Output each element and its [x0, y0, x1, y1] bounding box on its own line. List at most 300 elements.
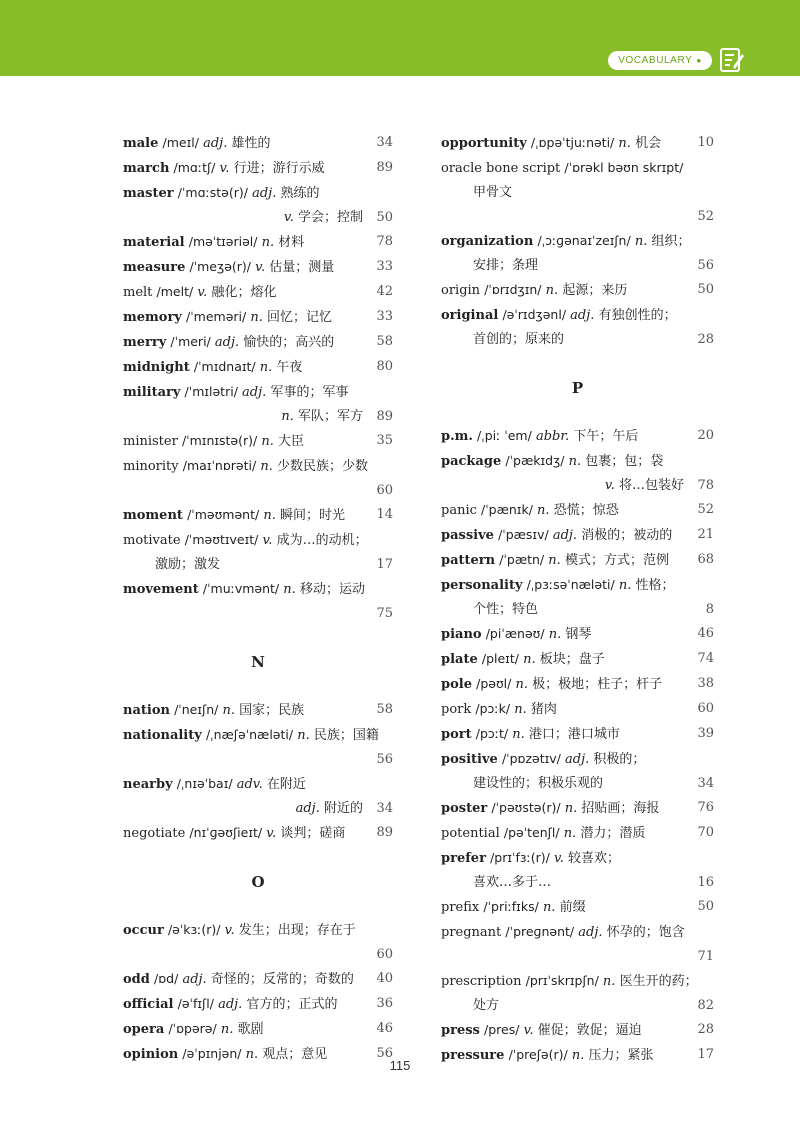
definition: 国家；民族 [239, 703, 305, 718]
vocab-entry [123, 967, 393, 992]
vocab-entry [441, 449, 714, 498]
vocab-entry [123, 723, 393, 772]
phonetic: /meɪl/ [162, 135, 199, 150]
headword: prefer [441, 851, 486, 866]
phonetic: /ˌpɜːsəˈnæləti/ [526, 577, 615, 592]
phonetic: /pɔːt/ [475, 726, 509, 741]
definition: 熟练的 [280, 186, 320, 201]
vocab-entry [123, 330, 393, 355]
entry-line [441, 895, 714, 920]
vocab-entry [441, 548, 714, 573]
entry-line [123, 255, 393, 280]
entry-continuation [441, 598, 714, 622]
definition: 少数民族；少数 [276, 459, 368, 474]
part-of-speech: n. [222, 703, 235, 718]
phonetic: /ˈmɪnɪstə(r)/ [181, 433, 258, 448]
definition: 消极的；被动的 [581, 528, 673, 543]
part-of-speech: n. [618, 136, 631, 151]
vocab-entry [123, 280, 393, 305]
entry-line [123, 967, 393, 992]
definition: 机会 [635, 136, 662, 151]
entry-line [123, 305, 393, 330]
headword: opportunity [441, 136, 527, 151]
headword: material [123, 235, 185, 250]
definition: 恐慌；惊恐 [553, 503, 619, 518]
vocab-entry [441, 895, 714, 920]
part-of-speech: n. [548, 553, 561, 568]
definition: 招贴画；海报 [581, 801, 660, 816]
entry-continuation [123, 206, 393, 230]
entry-line [441, 647, 714, 672]
phonetic: /piˈænəʊ/ [485, 626, 545, 641]
page-ref: 35 [376, 433, 393, 448]
page-ref: 78 [376, 234, 393, 249]
vocab-entry [123, 454, 393, 503]
headword: moment [123, 508, 183, 523]
headword: prefix [441, 900, 480, 915]
vocab-entry [441, 303, 714, 352]
vocab-entry [441, 156, 714, 229]
part-of-speech: n. [548, 627, 562, 642]
notebook-pencil-icon [719, 46, 745, 74]
headword: merry [123, 335, 167, 350]
page-ref: 68 [697, 552, 714, 567]
part-of-speech: v. [283, 210, 294, 225]
entry-line [441, 548, 714, 573]
part-of-speech: adj. [570, 308, 595, 323]
entry-line [441, 920, 714, 945]
part-of-speech: n. [523, 652, 536, 667]
entry-continuation [123, 405, 393, 429]
headword: occur [123, 923, 164, 938]
headword: negotiate [123, 826, 186, 841]
left-column [123, 131, 393, 1067]
phonetic: /əˈfɪʃl/ [177, 996, 214, 1011]
headword: memory [123, 310, 182, 325]
definition: 建设性的；积极乐观的 [473, 776, 604, 791]
headword: original [441, 308, 499, 323]
definition: 材料 [278, 235, 305, 250]
headword: opera [123, 1022, 165, 1037]
vocab-entry [123, 355, 393, 380]
headword: p.m. [441, 429, 473, 444]
part-of-speech: adj. [578, 925, 603, 940]
headword: organization [441, 234, 534, 249]
vocab-entry [441, 672, 714, 697]
vocab-entry [441, 498, 714, 523]
phonetic: /ˈmeʒə(r)/ [189, 259, 252, 274]
definition: 行进；游行示威 [233, 161, 325, 176]
page-ref: 42 [376, 284, 393, 299]
definition: 有独创性的； [598, 308, 677, 323]
spacer [123, 626, 393, 650]
entry-line [123, 918, 393, 943]
spacer [123, 674, 393, 698]
part-of-speech: v. [262, 533, 273, 548]
page-ref: 82 [697, 998, 714, 1013]
definition: 港口；港口城市 [528, 727, 620, 742]
vocab-entry [441, 920, 714, 969]
entry-line [123, 181, 393, 206]
definition: 医生开的药； [619, 974, 698, 989]
phonetic: /pəˈtenʃl/ [503, 825, 560, 840]
entry-line [441, 796, 714, 821]
part-of-speech: n. [564, 801, 578, 816]
entry-line [441, 278, 714, 303]
vocab-entry [123, 698, 393, 723]
vocab-entry [441, 1018, 714, 1043]
phonetic: /ˈɒpərə/ [168, 1021, 217, 1036]
part-of-speech: n. [634, 234, 648, 249]
part-of-speech: n. [571, 1048, 585, 1063]
part-of-speech: n. [260, 459, 273, 474]
part-of-speech: n. [515, 677, 529, 692]
entry-line [441, 697, 714, 722]
entry-continuation [441, 772, 714, 796]
headword: panic [441, 503, 477, 518]
phonetic: /ˌpiː ˈem/ [477, 428, 532, 443]
headword: oracle bone script [441, 161, 561, 176]
vocab-entry [441, 622, 714, 647]
page-ref: 34 [376, 801, 393, 816]
page-ref: 56 [697, 258, 714, 273]
headword: origin [441, 283, 481, 298]
vocab-entry [123, 181, 393, 230]
spacer [123, 894, 393, 918]
definition: 愉快的；高兴的 [243, 335, 335, 350]
definition: 成为…的动机； [276, 533, 368, 548]
definition: 积极的； [593, 752, 646, 767]
page-ref: 16 [697, 875, 714, 890]
part-of-speech: v. [553, 851, 564, 866]
phonetic: /ˈpriːfɪks/ [483, 899, 539, 914]
headword: movement [123, 582, 199, 597]
phonetic: /ˌɒpəˈtjuːnəti/ [530, 135, 615, 150]
entry-continuation [123, 602, 393, 626]
phonetic: /ˈpækɪdʒ/ [505, 453, 565, 468]
section-letter: N [251, 653, 265, 671]
entry-line [123, 1017, 393, 1042]
headword: personality [441, 578, 523, 593]
headword: poster [441, 801, 488, 816]
definition: 猪肉 [530, 702, 557, 717]
definition: 发生；出现；存在于 [238, 923, 356, 938]
phonetic: /ˈpreʃə(r)/ [508, 1047, 568, 1062]
headword: plate [441, 652, 478, 667]
page-ref: 34 [697, 776, 714, 791]
entry-line [441, 747, 714, 772]
entry-line [123, 454, 393, 479]
entry-line [123, 577, 393, 602]
part-of-speech: adj. [565, 752, 590, 767]
vocab-entry [441, 424, 714, 449]
entry-line [441, 722, 714, 747]
vocab-entry [441, 647, 714, 672]
vocabulary-label-text: VOCABULARY [618, 55, 693, 66]
page-ref: 71 [697, 949, 714, 964]
part-of-speech: n. [537, 503, 550, 518]
definition: 板块；盘子 [539, 652, 605, 667]
part-of-speech: n. [514, 702, 527, 717]
definition: 包裹；包；袋 [585, 454, 664, 469]
part-of-speech: adj. [252, 186, 277, 201]
part-of-speech: n. [245, 1047, 259, 1062]
page-ref: 50 [376, 210, 393, 225]
vocab-entry [123, 918, 393, 967]
headword: midnight [123, 360, 190, 375]
headword: nationality [123, 728, 202, 743]
headword: port [441, 727, 472, 742]
vocab-entry [441, 697, 714, 722]
headword: measure [123, 260, 186, 275]
entry-continuation [441, 474, 714, 498]
entry-line [123, 503, 393, 528]
phonetic: /ˌnɪəˈbaɪ/ [176, 776, 233, 791]
headword: potential [441, 826, 500, 841]
page-ref: 38 [697, 676, 714, 691]
vocab-entry [123, 992, 393, 1017]
definition: 回忆；记忆 [267, 310, 333, 325]
phonetic: /ˈɒrəkl bəʊn skrɪpt/ [564, 160, 684, 175]
entry-line [123, 156, 393, 181]
headword: minister [123, 434, 178, 449]
page-ref: 58 [376, 334, 393, 349]
page-ref: 14 [376, 507, 393, 522]
headword: pattern [441, 553, 496, 568]
vocab-entry [441, 278, 714, 303]
vocab-entry [123, 821, 393, 846]
page-ref: 75 [376, 606, 393, 621]
page-ref: 80 [376, 359, 393, 374]
part-of-speech: v. [604, 478, 615, 493]
headword: package [441, 454, 502, 469]
part-of-speech: adj. [242, 385, 267, 400]
headword: master [123, 186, 174, 201]
phonetic: /ˈmɪlətri/ [184, 384, 238, 399]
definition: 观点；意见 [262, 1047, 328, 1062]
entry-line [441, 846, 714, 871]
definition: 潜力；潜质 [580, 826, 646, 841]
part-of-speech: n. [545, 283, 559, 298]
vocabulary-label [608, 51, 712, 70]
phonetic: /nɪˈɡəʊʃieɪt/ [189, 825, 263, 840]
part-of-speech: n. [512, 727, 525, 742]
part-of-speech: n. [261, 434, 274, 449]
entry-continuation [441, 945, 714, 969]
dot-icon: ● [696, 56, 702, 65]
page-ref: 33 [376, 309, 393, 324]
phonetic: /ˈmɑːstə(r)/ [177, 185, 248, 200]
page-ref: 46 [376, 1021, 393, 1036]
phonetic: /ˈməʊmənt/ [187, 507, 260, 522]
definition: 学会；控制 [297, 210, 363, 225]
page-ref: 8 [705, 602, 714, 617]
page-number: 115 [389, 1058, 411, 1073]
headword: piano [441, 627, 482, 642]
phonetic: /ˈpɒzətɪv/ [501, 751, 561, 766]
page-ref: 39 [697, 726, 714, 741]
page-ref: 10 [697, 135, 714, 150]
phonetic: /əˈrɪdʒənl/ [502, 307, 567, 322]
page-ref: 40 [376, 971, 393, 986]
phonetic: /ˌnæʃəˈnæləti/ [205, 727, 294, 742]
right-column [441, 131, 714, 1068]
entry-line [123, 380, 393, 405]
phonetic: /ˈneɪʃn/ [174, 702, 219, 717]
section-letter: P [571, 379, 584, 397]
page-ref: 21 [697, 527, 714, 542]
entry-line [441, 622, 714, 647]
spacer [441, 400, 714, 424]
headword: motivate [123, 533, 181, 548]
phonetic: /ɒd/ [154, 971, 179, 986]
entry-continuation [123, 748, 393, 772]
entry-continuation [441, 328, 714, 352]
part-of-speech: adj. [203, 136, 228, 151]
definition: 下午；午后 [573, 429, 639, 444]
entry-line [441, 498, 714, 523]
definition: 安排；条理 [473, 258, 539, 273]
spacer [123, 846, 393, 870]
page-ref: 78 [697, 478, 714, 493]
vocab-entry [123, 1017, 393, 1042]
entry-line [441, 229, 714, 254]
vocab-entry [441, 573, 714, 622]
header-bar [0, 0, 800, 76]
entry-line [441, 523, 714, 548]
page-ref: 52 [697, 502, 714, 517]
page-ref: 70 [697, 825, 714, 840]
vocab-entry [441, 969, 714, 1018]
phonetic: /ˈmeməri/ [186, 309, 247, 324]
part-of-speech: v. [266, 826, 277, 841]
headword: opinion [123, 1047, 179, 1062]
part-of-speech: n. [259, 360, 273, 375]
vocab-entry [441, 523, 714, 548]
definition: 歌剧 [237, 1022, 264, 1037]
part-of-speech: n. [568, 454, 582, 469]
spacer [441, 352, 714, 376]
vocab-entry [441, 131, 714, 156]
page-ref: 50 [697, 282, 714, 297]
part-of-speech: n. [250, 310, 263, 325]
entry-continuation [123, 797, 393, 821]
definition: 瞬间；时光 [280, 508, 346, 523]
entry-continuation [123, 479, 393, 503]
entry-line [123, 131, 393, 156]
entry-line [123, 723, 393, 748]
headword: march [123, 161, 170, 176]
entry-continuation [441, 181, 714, 205]
part-of-speech: n. [297, 728, 310, 743]
phonetic: /pəʊl/ [476, 676, 512, 691]
entry-line [441, 131, 714, 156]
definition: 组织； [651, 234, 691, 249]
entry-line [123, 821, 393, 846]
entry-line [441, 1018, 714, 1043]
definition: 军事的；军事 [270, 385, 349, 400]
definition: 处方 [473, 998, 500, 1013]
page-ref: 33 [376, 259, 393, 274]
part-of-speech: v. [197, 285, 208, 300]
definition: 性格； [635, 578, 675, 593]
page-ref: 46 [697, 626, 714, 641]
part-of-speech: n. [281, 409, 294, 424]
entry-continuation [441, 254, 714, 278]
part-of-speech: n. [220, 1022, 234, 1037]
page-ref: 17 [376, 557, 393, 572]
definition: 在附近 [266, 777, 306, 792]
phonetic: /mɑːtʃ/ [173, 160, 216, 175]
definition: 融化；熔化 [211, 285, 277, 300]
phonetic: /prɪˈskrɪpʃn/ [525, 973, 599, 988]
part-of-speech: n. [563, 826, 577, 841]
phonetic: /pɔːk/ [475, 701, 511, 716]
entry-continuation [441, 871, 714, 895]
definition: 将…包装好 [618, 478, 684, 493]
entry-line [123, 355, 393, 380]
page-ref: 89 [376, 409, 393, 424]
phonetic: /əˈpɪnjən/ [182, 1046, 242, 1061]
page-ref: 34 [376, 135, 393, 150]
phonetic: /ˈpæsɪv/ [498, 527, 549, 542]
headword: melt [123, 285, 153, 300]
page-ref: 50 [697, 899, 714, 914]
phonetic: /prɪˈfɜː(r)/ [490, 850, 550, 865]
definition: 钢琴 [565, 627, 592, 642]
part-of-speech: n. [542, 900, 556, 915]
phonetic: /ˈmeri/ [170, 334, 211, 349]
phonetic: /ˈpəʊstə(r)/ [491, 800, 561, 815]
part-of-speech: adj. [218, 997, 243, 1012]
vocab-entry [441, 722, 714, 747]
part-of-speech: n. [263, 508, 276, 523]
entry-line [441, 969, 714, 994]
part-of-speech: adv. [236, 777, 263, 792]
entry-line [123, 528, 393, 553]
page-ref: 58 [376, 702, 393, 717]
definition: 起源；来历 [562, 283, 628, 298]
definition: 雄性的 [231, 136, 271, 151]
part-of-speech: adj. [214, 335, 240, 350]
definition: 催促；敦促；逼迫 [537, 1023, 642, 1038]
vocab-entry [123, 230, 393, 255]
page-ref: 28 [697, 332, 714, 347]
part-of-speech: v. [523, 1023, 534, 1038]
section-letter: O [251, 873, 265, 891]
phonetic: /ˈpreɡnənt/ [505, 924, 575, 939]
headword: pressure [441, 1048, 505, 1063]
vocab-entry [123, 131, 393, 156]
definition: 喜欢…多于… [473, 875, 552, 890]
page-ref: 20 [697, 428, 714, 443]
headword: minority [123, 459, 179, 474]
phonetic: /pleɪt/ [481, 651, 519, 666]
page-ref: 76 [697, 800, 714, 815]
definition: 前缀 [559, 900, 586, 915]
definition: 激励；激发 [155, 557, 221, 572]
phonetic: /ˈɒrɪdʒɪn/ [484, 282, 542, 297]
part-of-speech: v. [219, 161, 230, 176]
definition: 极；极地；柱子；杆子 [532, 677, 663, 692]
definition: 压力；紧张 [588, 1048, 654, 1063]
entry-continuation [123, 553, 393, 577]
page-ref: 60 [376, 483, 393, 498]
entry-line [123, 772, 393, 797]
page-ref: 60 [697, 701, 714, 716]
vocab-entry [441, 229, 714, 278]
headword: male [123, 136, 159, 151]
